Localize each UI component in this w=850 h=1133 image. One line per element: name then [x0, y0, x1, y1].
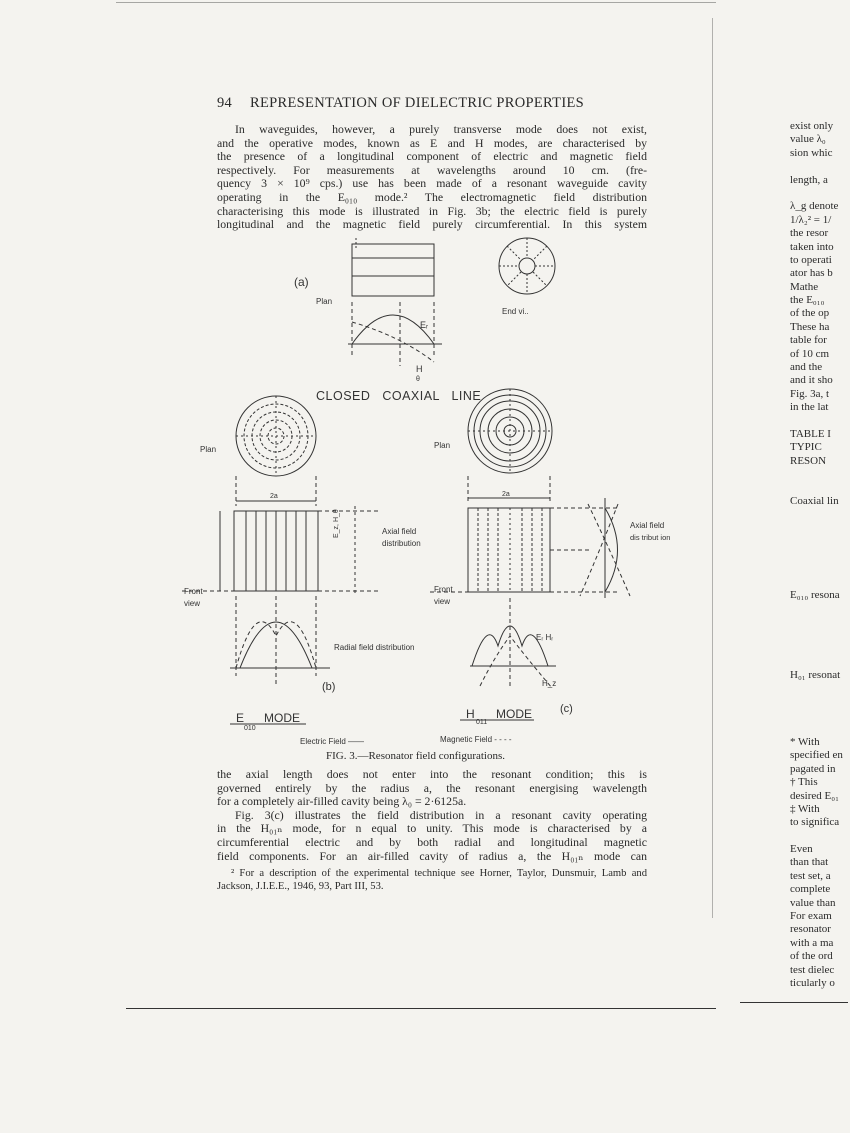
- label-plan-c: Plan: [434, 441, 451, 450]
- adjacent-line: ticularly o: [790, 977, 835, 989]
- h-mode-word: MODE: [496, 707, 532, 721]
- coaxial-plan-rect: [352, 244, 434, 296]
- text-line: quency 3 × 10⁹ cps.) use has been made of a resonant waveguide cavity: [217, 176, 647, 191]
- adjacent-line: to significa: [790, 816, 840, 829]
- paragraph-top: [217, 123, 647, 232]
- label-axial-field-b: Axial field: [382, 527, 417, 536]
- text-line: respectively. For measurements at wavelengths around 10 cm. (fre-: [217, 162, 647, 177]
- legend-magnetic: Magnetic Field - - - -: [440, 735, 512, 744]
- adjacent-line: of the op: [790, 307, 830, 320]
- adjacent-line: with a ma: [790, 936, 834, 949]
- adjacent-line: TYPIC: [790, 441, 822, 454]
- adjacent-line: TABLE I: [790, 427, 831, 440]
- adjacent-line: ator has b: [790, 267, 833, 280]
- adjacent-line: than that: [790, 856, 829, 869]
- adjacent-line: 1/λ₂² = 1/: [790, 213, 832, 226]
- footnote: ² For a description of the experimental technique see Horner, Taylor, Dunsmuir, Lamb and Jackson, J.I.E.E., 1946, 93, Part III, 53.: [217, 868, 647, 892]
- page-number: 94: [217, 95, 233, 111]
- label-front-c: Front: [434, 585, 453, 594]
- end-view-inner-circle: [519, 258, 535, 274]
- legend-electric: Electric Field ——: [300, 737, 365, 746]
- text-line: the axial length does not enter into the resonant condition; this is: [217, 767, 647, 781]
- adjacent-line: [790, 160, 850, 173]
- label-axial-field-c: Axial field: [630, 521, 665, 530]
- adjacent-line: and it sho: [790, 374, 833, 387]
- bottom-rule: [126, 1008, 716, 1009]
- adjacent-line: ‡ With: [790, 802, 820, 815]
- adjacent-line: the E₀₁₀: [790, 294, 825, 307]
- adjacent-line: [790, 723, 850, 736]
- closed-coaxial-line-title: CLOSED COAXIAL LINE: [316, 389, 482, 403]
- h-mode-label: H: [466, 707, 475, 721]
- label-2a-b: 2a: [270, 493, 278, 500]
- adjacent-line: These ha: [790, 320, 830, 333]
- gutter-line: [712, 18, 713, 918]
- label-2a-c: 2a: [502, 491, 510, 498]
- adjacent-line: [790, 468, 850, 481]
- adjacent-line: exist only: [790, 120, 834, 132]
- text-line: characterising this mode is illustrated in Fig. 3b; the electric field is purely: [217, 203, 647, 218]
- adjacent-line: [790, 482, 850, 495]
- label-er-hr: Eᵣ Hᵣ: [536, 633, 554, 642]
- adjacent-line: † This: [790, 776, 818, 789]
- adjacent-line: sion whic: [790, 146, 833, 159]
- text-line: governed entirely by the radius a, the resonant energising wavelength: [217, 780, 647, 795]
- resonator-diagram: [180, 236, 671, 770]
- adjacent-line: Mathe: [790, 280, 819, 293]
- adjacent-line: [790, 535, 850, 548]
- adjacent-page-column: [790, 120, 850, 990]
- adjacent-line: table for: [790, 334, 827, 347]
- adjacent-line: * With: [790, 735, 820, 748]
- adjacent-line: resonator: [790, 923, 831, 936]
- text-line: in the H₀₁ₙ mode, for n equal to unity. This mode is characterised by a: [217, 821, 647, 836]
- adjacent-line: to operati: [790, 253, 832, 266]
- text-line: longitudinal and the magnetic field purely circumferential. In this system: [217, 217, 647, 232]
- text-line: operating in the E₀₁₀ mode.² The electromagnetic field distribution: [217, 189, 647, 204]
- adjacent-line: [790, 522, 850, 535]
- label-distribution-c: dis tribut ion: [630, 533, 671, 542]
- adjacent-line: desired E₀₁: [790, 789, 839, 802]
- label-plan-a: Plan: [316, 297, 333, 306]
- text-line: for a completely air-filled cavity being λ₀ = 2·6125a.: [217, 794, 467, 809]
- label-end-view: End vi..: [502, 307, 529, 316]
- adjacent-line: [790, 187, 850, 200]
- adjacent-line: [790, 642, 850, 655]
- adjacent-line: [790, 629, 850, 642]
- figure-caption: FIG. 3.—Resonator field configurations.: [326, 750, 506, 762]
- adjacent-line: [790, 549, 850, 562]
- adjacent-line: value λ₀: [790, 133, 826, 146]
- text-line: Fig. 3(c) illustrates the field distribution in a resonant cavity operating: [235, 807, 647, 822]
- running-title: REPRESENTATION OF DIELECTRIC PROPERTIES: [250, 95, 584, 111]
- adjacent-line: specified en: [790, 749, 843, 762]
- adjacent-line: test dielec: [790, 963, 835, 976]
- adjacent-line: Coaxial lin: [790, 494, 839, 507]
- label-h-theta: H: [416, 364, 423, 374]
- adjacent-line: [790, 575, 850, 588]
- label-b: (b): [322, 681, 336, 693]
- adjacent-line: [790, 682, 850, 695]
- adjacent-line: E₀₁₀ resona: [790, 588, 840, 601]
- label-radial-field: Radial field distribution: [334, 643, 415, 652]
- adjacent-line: λ_g denote: [790, 200, 839, 213]
- text-line: field components. For an air-filled cavity of radius a, the H₀₁ₙ mode can: [217, 848, 647, 863]
- label-hz: H_z: [542, 679, 557, 688]
- adjacent-line: test set, a: [790, 869, 831, 882]
- label-view-b: view: [184, 599, 201, 608]
- h-mode-front-view: [468, 508, 550, 592]
- label-ez-h: E_z, H_θ: [333, 509, 340, 538]
- adjacent-line: [790, 602, 850, 615]
- adjacent-line: Fig. 3a, t: [790, 387, 830, 400]
- paragraph-bottom: [217, 768, 647, 863]
- adjacent-line: value than: [790, 896, 836, 909]
- label-view-c: view: [434, 597, 451, 606]
- adjacent-line: pagated in: [790, 762, 836, 775]
- top-rule: [116, 2, 716, 3]
- adjacent-line: taken into: [790, 240, 834, 253]
- adjacent-line: [790, 830, 850, 843]
- adjacent-line: H₀₁ resonat: [790, 669, 841, 682]
- adjacent-line: [790, 709, 850, 722]
- adjacent-line: RESON: [790, 454, 827, 467]
- adjacent-line: [790, 696, 850, 709]
- adjacent-line: For exam: [790, 910, 832, 923]
- adjacent-line: [790, 615, 850, 628]
- adjacent-line: [790, 562, 850, 575]
- adjacent-line: the resor: [790, 227, 829, 240]
- adjacent-line: [790, 415, 850, 428]
- label-plan-b: Plan: [200, 445, 217, 454]
- adjacent-bottom-rule: [740, 1002, 848, 1003]
- adjacent-line: of the ord: [790, 950, 833, 963]
- text-line: circumferential electric and by both radial and longitudinal magnetic: [217, 834, 647, 849]
- adjacent-line: [790, 656, 850, 669]
- label-distribution-b: distribution: [382, 539, 421, 548]
- label-c: (c): [560, 703, 573, 715]
- running-header: [217, 95, 584, 112]
- e-mode-word: MODE: [264, 711, 300, 725]
- adjacent-line: Even: [790, 843, 813, 856]
- text-line: and the operative modes, known as E and H modes, are characterised by: [217, 135, 647, 150]
- label-er: Eᵣ: [420, 320, 429, 330]
- adjacent-line: length, a: [790, 173, 828, 186]
- e-mode-label: E: [236, 711, 245, 725]
- text-line: the presence of a longitudinal component of electric and magnetic field: [217, 149, 647, 164]
- e-mode-subscript: 010: [244, 725, 256, 732]
- adjacent-line: complete: [790, 883, 831, 896]
- adjacent-line: [790, 508, 850, 521]
- text-line: In waveguides, however, a purely transverse mode does not exist,: [235, 122, 647, 136]
- figure-3: [180, 236, 671, 770]
- label-a: (a): [294, 275, 309, 289]
- adjacent-line: and the: [790, 361, 823, 374]
- adjacent-line: in the lat: [790, 401, 829, 414]
- label-front-b: Front: [184, 587, 203, 596]
- label-h-theta-sub: θ: [416, 376, 420, 383]
- h-mode-subscript: 011: [476, 719, 488, 726]
- adjacent-line: of 10 cm: [790, 347, 830, 360]
